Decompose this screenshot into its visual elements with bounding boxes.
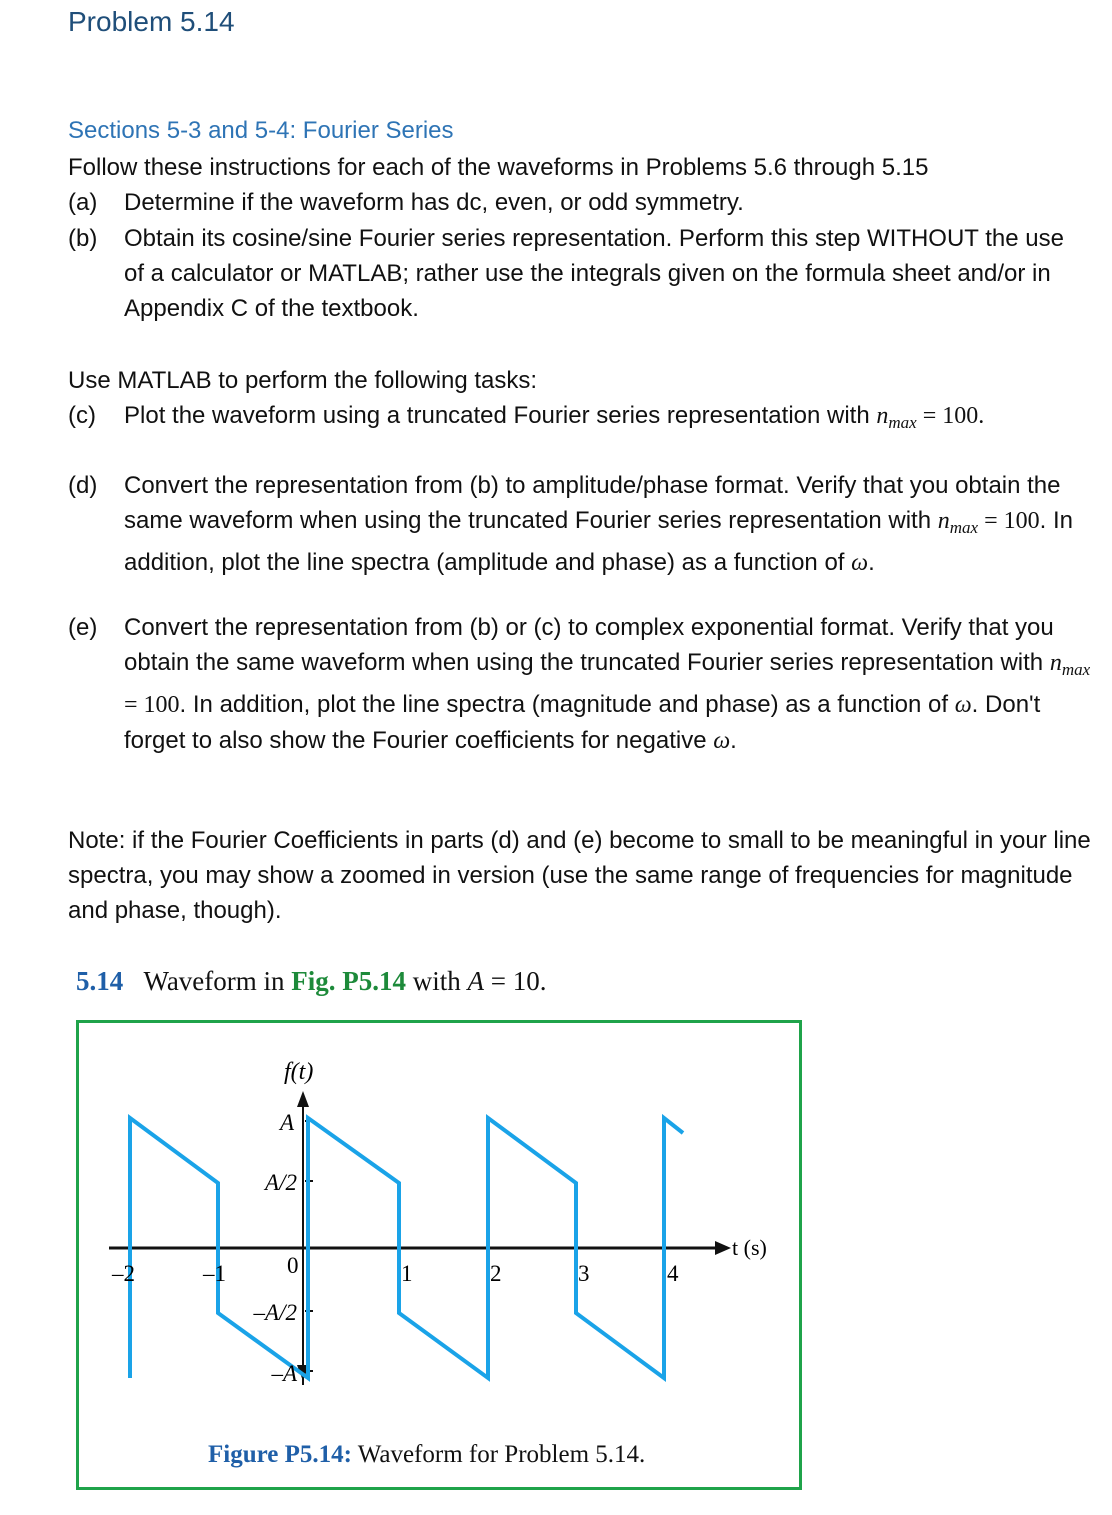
y-axis-up-arrow-icon: [297, 1091, 309, 1107]
figure-caption: [208, 1441, 645, 1468]
figure-caption-label: Figure P5.14:: [208, 1441, 352, 1468]
item-a: [68, 185, 1108, 220]
item-e-label: (e): [68, 614, 98, 641]
intro-text: Follow these instructions for each of the waveforms in Problems 5.6 through 5.15: [68, 154, 929, 181]
y-tick-label: –A/2: [253, 1300, 297, 1325]
item-c-post: = 100.: [916, 403, 985, 429]
section-heading: Sections 5-3 and 5-4: Fourier Series: [68, 117, 454, 144]
amplitude-symbol: A: [467, 966, 485, 996]
item-c-label: (c): [68, 402, 96, 429]
item-b-text: Obtain its cosine/sine Fourier series representation. Perform this step WITHOUT the use of a calculator or MATLAB; rather use the integrals given on the formula sheet and/or in Appendix C of the textbook.: [124, 225, 1064, 322]
note-text: Note: if the Fourier Coefficients in parts (d) and (e) become to small to be meaningful in your line spectra, you may show a zoomed in version (use the same range of frequencies for magnitude and phase, though).: [68, 827, 1091, 924]
item-d-label: (d): [68, 472, 98, 499]
max-subscript: max: [888, 413, 917, 432]
problem-post: with: [406, 966, 468, 996]
item-e-post2: . Don't forget to also show the Fourier coefficients for negative: [124, 691, 1041, 754]
n-symbol: n: [937, 508, 950, 534]
item-d: [68, 468, 1108, 581]
x-tick-label: –1: [203, 1261, 226, 1286]
problem-pre: Waveform in: [143, 966, 292, 996]
item-c-pre: Plot the waveform using a truncated Fourier series representation with: [124, 402, 877, 429]
figure-reference: Fig. P5.14: [291, 966, 407, 996]
item-e: [68, 610, 1108, 759]
item-e-mid: = 100: [124, 692, 180, 718]
item-e-end: .: [730, 727, 737, 754]
n-symbol: n: [1049, 650, 1062, 676]
y-tick-label: A: [279, 1110, 294, 1135]
x-tick-label: 3: [578, 1261, 590, 1286]
item-d-pre: Convert the representation from (b) to amplitude/phase format. Verify that you obtain the same waveform when using the truncated Fourier series representation with: [124, 472, 1061, 534]
n-symbol: n: [876, 403, 889, 429]
x-tick-label: 4: [667, 1261, 679, 1286]
item-e-text: [124, 610, 1108, 759]
x-axis-arrow-icon: [715, 1241, 731, 1255]
item-b: [68, 221, 1088, 326]
max-subscript: max: [1061, 660, 1091, 679]
item-a-text: Determine if the waveform has dc, even, or odd symmetry.: [124, 189, 744, 216]
figure-box: [76, 1020, 802, 1490]
omega-symbol: ω: [713, 728, 731, 754]
x-tick-label: 1: [401, 1261, 413, 1286]
item-c-text: [124, 398, 1053, 440]
item-b-label: (b): [68, 225, 98, 252]
item-e-post: . In addition, plot the line spectra (magnitude and phase) as a function of: [179, 691, 955, 718]
omega-symbol: ω: [851, 550, 869, 576]
problem-eq: = 10.: [484, 966, 547, 996]
item-d-mid: = 100: [978, 508, 1040, 534]
matlab-intro: Use MATLAB to perform the following tasks:: [68, 367, 538, 394]
x-axis-label: t (s): [732, 1235, 767, 1260]
item-e-pre: Convert the representation from (b) or (c) to complex exponential format. Verify that you obtain the same waveform when using the truncated Fourier series representation with: [124, 614, 1054, 676]
waveform-plot: [79, 1023, 799, 1487]
item-c: [68, 398, 1053, 440]
item-d-text: [124, 468, 1108, 581]
problem-statement: [76, 966, 547, 997]
item-d-end: .: [868, 549, 875, 576]
item-a-label: (a): [68, 189, 98, 216]
x-tick-label: –2: [112, 1261, 135, 1286]
max-subscript: max: [949, 518, 979, 537]
omega-symbol: ω: [954, 692, 972, 718]
item-d-post: . In addition, plot the line spectra (amplitude and phase) as a function of: [124, 507, 1073, 576]
y-tick-label: A/2: [265, 1170, 297, 1195]
y-axis-label: f(t): [284, 1059, 314, 1085]
x-tick-label: 0: [287, 1253, 299, 1278]
page-title: Problem 5.14: [68, 6, 235, 37]
x-tick-label: 2: [490, 1261, 502, 1286]
problem-number: 5.14: [76, 966, 124, 996]
y-tick-label: –A: [271, 1361, 297, 1386]
figure-caption-text: Waveform for Problem 5.14.: [351, 1441, 646, 1468]
